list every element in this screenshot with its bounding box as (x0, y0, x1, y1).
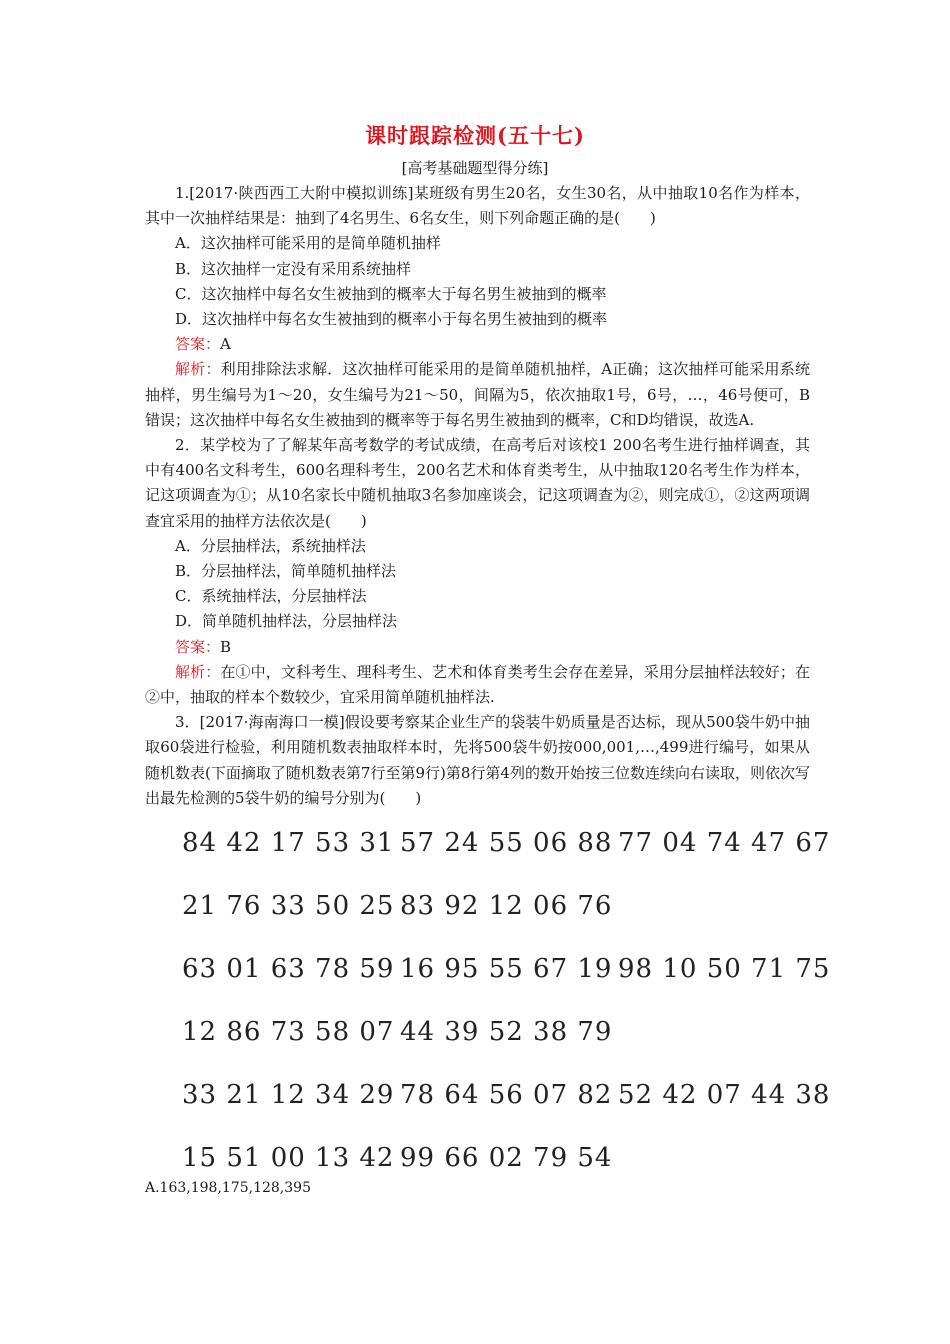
number-group: 15 51 00 13 42 (182, 1143, 395, 1173)
question-1-stem: 1.[2017·陕西西工大附中模拟训练]某班级有男生20名，女生30名，从中抽取10名作为样本，其中一次抽样结果是：抽到了4名男生、6名女生，则下列命题正确的是( ) (145, 184, 810, 228)
number-group: 16 95 55 67 19 (400, 954, 613, 984)
answer-value: B (220, 637, 232, 656)
question-2-option-d: D．简单随机抽样法，分层抽样法 (175, 612, 398, 631)
answer-label: 答案： (175, 335, 221, 354)
question-body (145, 181, 810, 811)
explanation-text: 在①中，文科考生、理科考生、艺术和体育类考生会存在差异，采用分层抽样法较好；在②中，抽取的样本个数较少，宜采用简单随机抽样法. (145, 662, 810, 707)
number-group: 83 92 12 06 76 (400, 891, 613, 921)
number-group: 99 66 02 79 54 (400, 1143, 613, 1173)
page-title: 课时跟踪检测(五十七) (365, 123, 585, 148)
question-3-option-a: A.163,198,175,128,395 (145, 1180, 311, 1196)
number-group: 12 86 73 58 07 (182, 1017, 395, 1047)
number-group: 21 76 33 50 25 (182, 891, 395, 921)
number-group: 98 10 50 71 75 (618, 954, 831, 984)
question-1-answer (145, 332, 810, 357)
page-subtitle: [高考基础题型得分练] (401, 159, 549, 177)
explanation-text: 利用排除法求解．这次抽样可能采用的是简单随机抽样，A正确；这次抽样可能采用系统抽样，男生编号为1～20，女生编号为21～50，间隔为5，依次抽取1号，6号，…，46号便可，B错误；这次抽样中每名女生被抽到的概率等于每名男生被抽到的概率，C和D均错误，故选A. (145, 360, 810, 429)
question-1-option-b: B．这次抽样一定没有采用系统抽样 (175, 259, 412, 278)
answer-value: A (220, 335, 231, 354)
number-group: 77 04 74 47 67 (618, 828, 831, 858)
number-group: 57 24 55 06 88 (400, 828, 613, 858)
number-group: 44 39 52 38 79 (400, 1017, 613, 1047)
question-2-stem: 2．某学校为了了解某年高考数学的考试成绩，在高考后对该校1 200名考生进行抽样调查，其中有400名文科考生，600名理科考生，200名艺术和体育类考生，从中抽取120名考生作为样本，记这项调查为①；从10名家长中随机抽取3名参加座谈会，记这项调查为②，则完成①，②这两项调查宜采用的抽样方法依次是( ) (145, 436, 810, 530)
question-1-option-a: A．这次抽样可能采用的是简单随机抽样 (175, 234, 441, 253)
number-group: 33 21 12 34 29 (182, 1080, 395, 1110)
number-group: 84 42 17 53 31 (182, 828, 395, 858)
answer-label: 答案： (175, 637, 221, 656)
question-2-answer (145, 635, 810, 660)
question-2-option-a: A．分层抽样法，系统抽样法 (175, 536, 366, 555)
number-group: 63 01 63 78 59 (182, 954, 395, 984)
question-2-explanation (145, 660, 810, 710)
number-group: 52 42 07 44 38 (618, 1080, 831, 1110)
explanation-label: 解析： (175, 360, 221, 379)
question-1-explanation (145, 357, 810, 433)
question-3-stem: 3．[2017·海南海口一模]假设要考察某企业生产的袋装牛奶质量是否达标，现从500袋牛奶中抽取60袋进行检验，利用随机数表抽取样本时，先将500袋牛奶按000,001,…,499进行编号，如果从随机数表(下面摘取了随机数表第7行至第9行)第8行第4列的数开始按三位数连续向右读取，则依次写出最先检测的5袋牛奶的编号分别为( ) (145, 713, 810, 807)
number-group: 78 64 56 07 82 (400, 1080, 613, 1110)
explanation-label: 解析： (175, 662, 221, 681)
question-2-option-b: B．分层抽样法，简单随机抽样法 (175, 562, 397, 581)
question-2-option-c: C．系统抽样法，分层抽样法 (175, 587, 367, 606)
question-1-option-c: C．这次抽样中每名女生被抽到的概率大于每名男生被抽到的概率 (175, 284, 607, 303)
question-1-option-d: D．这次抽样中每名女生被抽到的概率小于每名男生被抽到的概率 (175, 310, 608, 329)
